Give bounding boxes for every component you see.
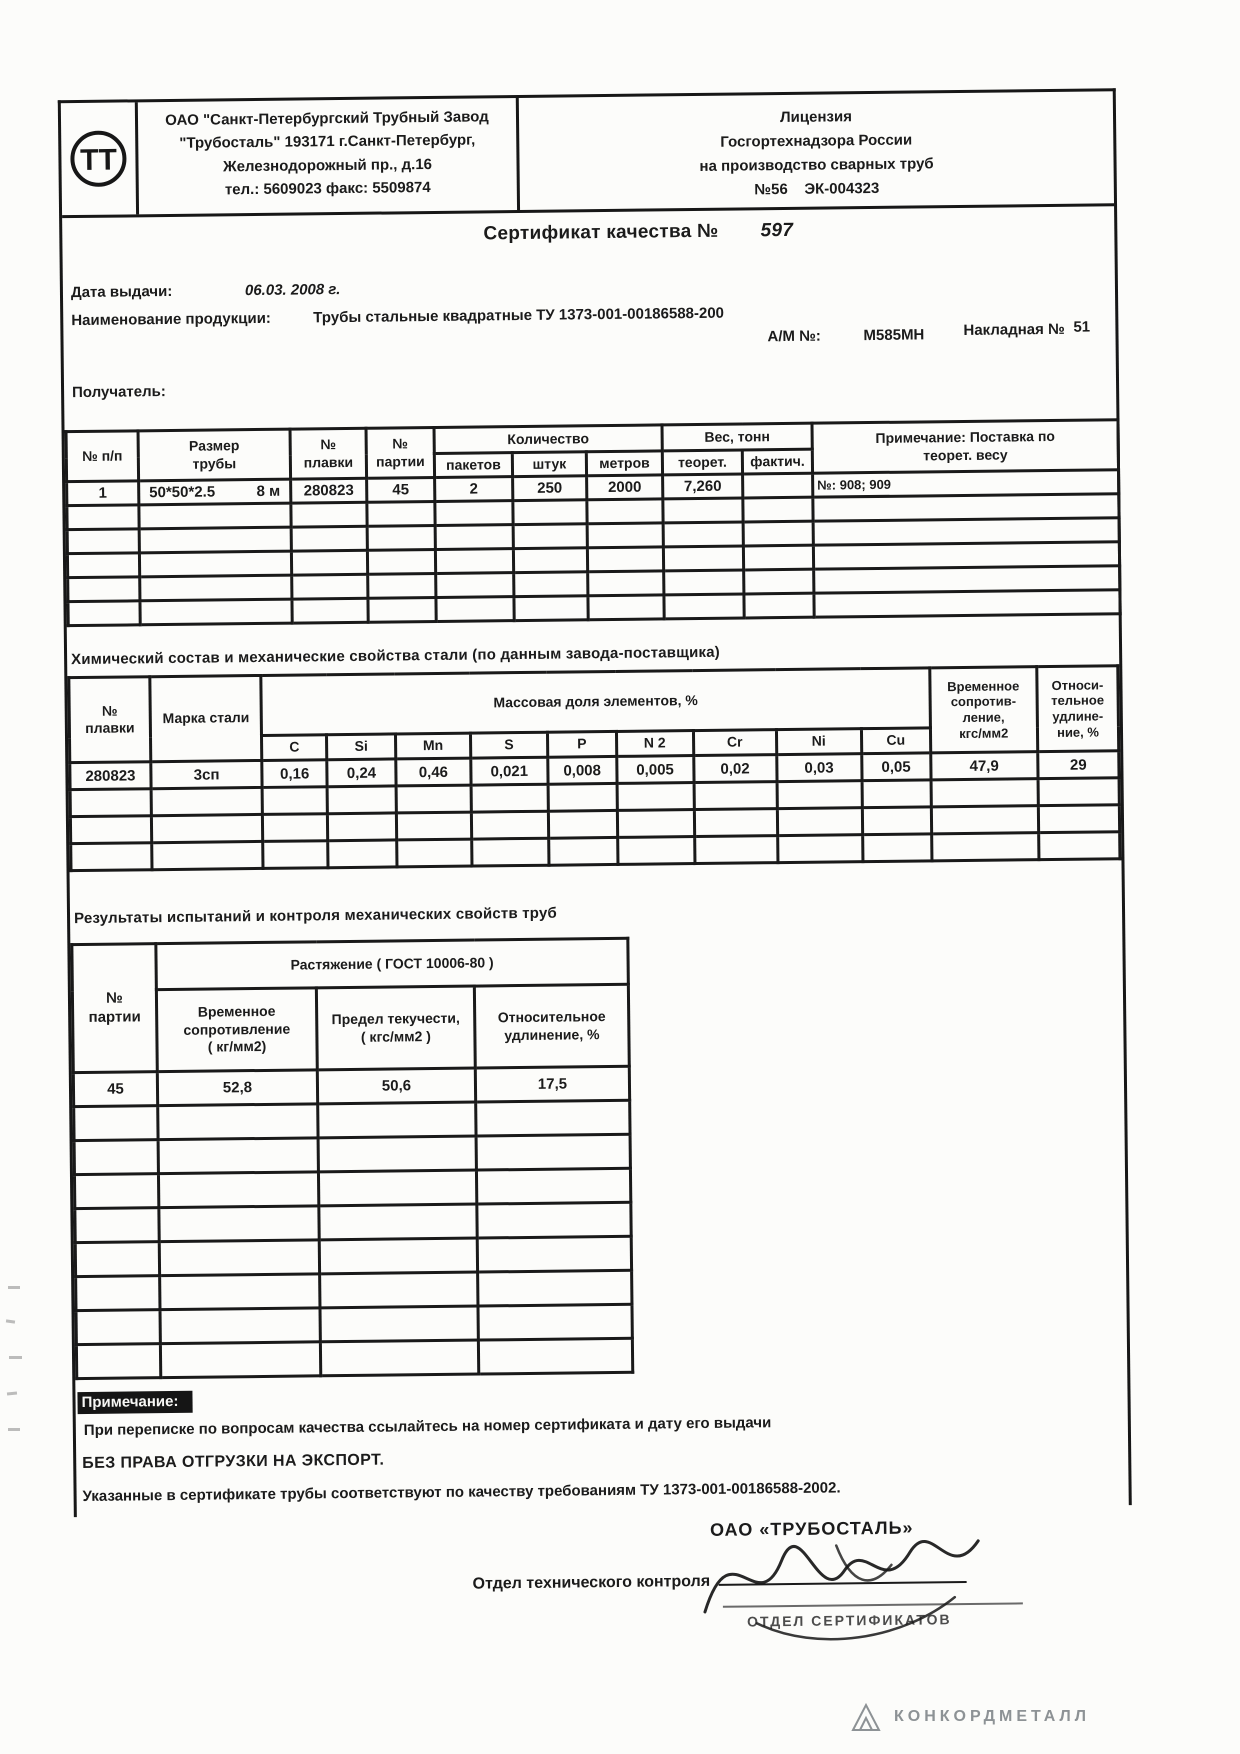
empty-cell: [318, 1102, 476, 1138]
license-line: на производство сварных труб: [699, 155, 934, 175]
empty-cell: [263, 841, 328, 869]
cell-S: 0,021: [471, 757, 548, 785]
empty-cell: [70, 816, 151, 844]
empty-cell: [67, 553, 139, 578]
note-no-export: БЕЗ ПРАВА ОТГРУЗКИ НА ЭКСПОРТ.: [82, 1451, 385, 1473]
col-packs: пакетов: [434, 453, 512, 478]
col-melt-no: № плавки: [290, 428, 367, 479]
col-meters: метров: [586, 451, 662, 476]
empty-cell: [71, 843, 152, 871]
empty-cell: [744, 569, 814, 594]
col-element-Ni: Ni: [776, 729, 861, 755]
empty-cell: [367, 549, 435, 574]
col-item-no: № п/п: [66, 431, 139, 482]
empty-cell: [68, 601, 140, 626]
empty-cell: [472, 838, 549, 866]
cell-melt-no: 280823: [70, 762, 151, 790]
chemistry-table: [67, 664, 1121, 872]
empty-cell: [262, 787, 327, 815]
col-yield: Предел текучести, ( кгс/мм2 ): [316, 986, 475, 1070]
empty-cell: [813, 518, 1119, 545]
empty-cell: [74, 1174, 158, 1209]
empty-cell: [664, 594, 744, 619]
empty-cell: [159, 1240, 319, 1276]
empty-cell: [548, 783, 617, 811]
empty-cell: [588, 571, 664, 596]
cell-Ni: 0,03: [776, 754, 861, 782]
empty-cell: [814, 566, 1120, 593]
empty-cell: [663, 498, 743, 523]
company-line: Железнодорожный пр., д.16: [223, 155, 433, 175]
scan-artifact: [8, 1286, 20, 1289]
cell-N2: 0,005: [616, 756, 693, 784]
empty-cell: [743, 545, 813, 570]
stamp-text: ОТДЕЛ СЕРТИФИКАТОВ: [746, 1611, 952, 1630]
empty-cell: [813, 494, 1119, 521]
empty-cell: [777, 835, 862, 863]
empty-cell: [320, 1340, 478, 1376]
certificate-number: 597: [760, 219, 794, 242]
empty-cell: [931, 779, 1039, 807]
qc-department-line: [473, 1567, 967, 1594]
empty-cell: [477, 1236, 631, 1272]
cell-tensile: 47,9: [930, 752, 1038, 780]
col-pieces: штук: [512, 452, 586, 477]
col-batch-no: № партии: [72, 944, 157, 1073]
cell-elongation: 17,5: [475, 1066, 629, 1102]
length-value: 8 м: [256, 482, 281, 500]
col-theoretical: теорет.: [662, 450, 742, 475]
empty-cell: [319, 1204, 477, 1240]
empty-cell: [862, 834, 931, 862]
company-line: "Трубосталь" 193171 г.Санкт-Петербург,: [179, 131, 476, 153]
tension-test-table: [70, 937, 634, 1380]
mechanical-section-title: Результаты испытаний и контроля механических свойств труб: [73, 904, 558, 928]
col-quantity-group: Количество: [434, 425, 662, 454]
empty-cell: [368, 597, 436, 622]
cell-P: 0,008: [548, 756, 617, 784]
cell-batch-no: 45: [73, 1072, 157, 1107]
empty-cell: [587, 547, 663, 572]
empty-cell: [664, 570, 744, 595]
empty-cell: [292, 574, 368, 599]
cell-packs: 2: [435, 477, 513, 502]
empty-cell: [743, 521, 813, 546]
size-value: 50*50*2.5: [149, 483, 216, 502]
empty-cell: [694, 809, 777, 837]
empty-cell: [477, 1202, 631, 1238]
license-info: [519, 91, 1114, 210]
empty-cell: [513, 524, 587, 549]
empty-cell: [476, 1100, 630, 1136]
empty-cell: [76, 1344, 160, 1379]
empty-cell: [813, 542, 1119, 569]
empty-cell: [862, 807, 931, 835]
col-element-Cr: Cr: [693, 730, 776, 756]
empty-cell: [478, 1304, 632, 1340]
chemistry-section-title: Химический состав и механические свойства стали (по данным завода-поставщика): [71, 643, 721, 669]
empty-cell: [318, 1136, 476, 1172]
col-element-C: C: [262, 735, 327, 761]
license-line: Госгортехнадзора России: [720, 131, 913, 151]
signature-line: [718, 1567, 966, 1586]
empty-cell: [514, 596, 588, 621]
empty-cell: [151, 787, 263, 815]
empty-cell: [931, 806, 1039, 834]
empty-cell: [291, 502, 367, 527]
empty-cell: [694, 836, 777, 864]
empty-cell: [158, 1104, 318, 1140]
col-elongation: Относи- тельное удлине- ние, %: [1037, 666, 1119, 752]
certificate-document: [58, 88, 1135, 1747]
header: [61, 91, 1114, 218]
empty-cell: [476, 1134, 630, 1170]
empty-cell: [777, 781, 862, 809]
col-batch-no: № партии: [366, 427, 435, 478]
empty-cell: [744, 593, 814, 618]
empty-cell: [140, 599, 292, 625]
cell-size: [139, 479, 291, 505]
empty-cell: [588, 595, 664, 620]
empty-cell: [158, 1138, 318, 1174]
meta-info: [63, 246, 1117, 430]
scan-artifact: [6, 1319, 15, 1323]
empty-cell: [814, 590, 1120, 617]
cell-elongation: 29: [1038, 751, 1119, 779]
svg-text:ТТ: ТТ: [79, 143, 117, 177]
empty-cell: [663, 522, 743, 547]
empty-cell: [617, 810, 694, 838]
empty-cell: [328, 813, 397, 841]
col-size: Размер трубы: [138, 429, 291, 481]
col-element-N2: N 2: [616, 731, 693, 757]
empty-cell: [368, 573, 436, 598]
empty-cell: [587, 499, 663, 524]
empty-cell: [139, 527, 291, 553]
company-line: тел.: 5609023 факс: 5509874: [224, 178, 431, 199]
col-actual: фактич.: [742, 449, 812, 474]
empty-cell: [67, 529, 139, 554]
cell-grade: 3сп: [151, 760, 263, 788]
col-element-P: P: [547, 731, 616, 757]
cell-note: №: 908; 909: [813, 470, 1119, 497]
col-element-Si: Si: [327, 734, 396, 760]
footer-company-name: ОАО «ТРУБОСТАЛЬ»: [709, 1517, 914, 1540]
col-element-S: S: [470, 732, 547, 758]
company-address: [138, 98, 520, 214]
empty-cell: [320, 1306, 478, 1342]
empty-cell: [476, 1168, 630, 1204]
empty-cell: [436, 597, 514, 622]
note-label: Примечание:: [77, 1391, 192, 1414]
empty-cell: [76, 1310, 160, 1345]
empty-cell: [159, 1206, 319, 1242]
empty-cell: [617, 837, 694, 865]
document-frame: [58, 88, 1132, 1517]
logo-cell: [61, 102, 139, 215]
empty-cell: [67, 505, 139, 530]
empty-cell: [514, 572, 588, 597]
vehicle-value: М585МН: [863, 326, 925, 345]
vehicle-label: А/М №:: [767, 327, 821, 346]
empty-cell: [513, 500, 587, 525]
empty-cell: [151, 814, 263, 842]
empty-cell: [75, 1208, 159, 1243]
invoice-value: 51: [1073, 318, 1091, 336]
empty-cell: [367, 501, 435, 526]
trubostal-logo-icon: [67, 127, 130, 190]
note-conformity: Указанные в сертификате трубы соответствуют по качеству требованиям ТУ 1373-001-00186588-2002.: [82, 1479, 841, 1506]
cell-theoretical: 7,260: [663, 474, 743, 499]
empty-cell: [478, 1338, 632, 1374]
konkord-logo-icon: [850, 1702, 882, 1732]
note-correspondence: При переписке по вопросам качества ссылайтесь на номер сертификата и дату его выдачи: [83, 1414, 772, 1440]
empty-cell: [436, 573, 514, 598]
cell-C: 0,16: [262, 760, 327, 788]
empty-cell: [139, 503, 291, 529]
empty-cell: [1038, 805, 1119, 833]
empty-cell: [396, 812, 471, 840]
watermark-brand: КОНКОРДМЕТАЛЛ: [894, 1708, 1091, 1725]
empty-cell: [263, 814, 328, 842]
empty-cell: [435, 525, 513, 550]
empty-cell: [478, 1270, 632, 1306]
empty-cell: [777, 808, 862, 836]
col-weight-group: Вес, тонн: [662, 423, 812, 451]
cell-tensile: 52,8: [157, 1070, 317, 1106]
empty-cell: [435, 501, 513, 526]
receiver-label: Получатель:: [71, 383, 166, 402]
empty-cell: [471, 784, 548, 812]
empty-cell: [931, 833, 1039, 861]
empty-cell: [292, 598, 368, 623]
issue-date-label: Дата выдачи:: [70, 282, 173, 302]
cell-meters: 2000: [587, 475, 663, 500]
empty-cell: [318, 1170, 476, 1206]
empty-cell: [549, 837, 618, 865]
col-tension-group: Растяжение ( ГОСТ 10006-80 ): [156, 938, 629, 989]
cell-item-no: 1: [67, 481, 139, 506]
empty-cell: [160, 1342, 320, 1378]
shipment-table: [65, 418, 1122, 627]
empty-cell: [548, 810, 617, 838]
license-line: Лицензия: [780, 108, 853, 127]
stamp-edge: [723, 1602, 1023, 1607]
empty-cell: [396, 785, 471, 813]
empty-cell: [743, 497, 813, 522]
empty-cell: [139, 551, 291, 577]
issue-date-value: 06.03. 2008 г.: [244, 281, 341, 300]
cell-Cu: 0,05: [861, 753, 930, 781]
empty-cell: [158, 1172, 318, 1208]
empty-cell: [513, 548, 587, 573]
empty-cell: [74, 1106, 158, 1141]
empty-cell: [291, 550, 367, 575]
empty-cell: [70, 789, 151, 817]
empty-cell: [291, 526, 367, 551]
cell-yield: 50,6: [317, 1068, 475, 1104]
col-tensile: Временное сопротивление ( кг/мм2): [156, 988, 317, 1072]
empty-cell: [160, 1274, 320, 1310]
col-element-Mn: Mn: [395, 733, 470, 759]
empty-cell: [1038, 778, 1119, 806]
qc-department-label: Отдел технического контроля: [472, 1572, 711, 1593]
empty-cell: [74, 1140, 158, 1175]
empty-cell: [471, 811, 548, 839]
cell-Si: 0,24: [327, 759, 396, 787]
empty-cell: [1039, 832, 1120, 860]
empty-cell: [327, 786, 396, 814]
col-note: Примечание: Поставка по теорет. весу: [812, 420, 1119, 473]
empty-cell: [152, 841, 264, 869]
col-elongation: Относительное удлинение, %: [474, 984, 629, 1068]
license-line: №56 ЭК-004323: [754, 179, 880, 199]
cell-actual: [743, 473, 813, 498]
empty-cell: [862, 780, 931, 808]
empty-cell: [328, 840, 397, 868]
empty-cell: [319, 1238, 477, 1274]
product-value: Трубы стальные квадратные ТУ 1373-001-00186588-200: [313, 304, 725, 327]
empty-cell: [587, 523, 663, 548]
cell-Mn: 0,46: [396, 758, 471, 786]
col-elements-group: Массовая доля элементов, %: [261, 668, 930, 736]
empty-cell: [663, 546, 743, 571]
scan-artifact: [8, 1428, 20, 1431]
title-label: Сертификат качества №: [483, 220, 719, 245]
empty-cell: [140, 575, 292, 601]
empty-cell: [160, 1308, 320, 1344]
empty-cell: [397, 839, 472, 867]
empty-cell: [617, 783, 694, 811]
col-melt-no: № плавки: [69, 677, 151, 763]
watermark: [850, 1702, 1090, 1732]
col-element-Cu: Cu: [861, 728, 930, 754]
notes-section: [75, 1368, 1128, 1517]
cell-melt-no: 280823: [291, 478, 367, 503]
company-line: ОАО "Санкт-Петербургский Трубный Завод: [165, 108, 489, 130]
scan-artifact: [9, 1356, 22, 1359]
empty-cell: [435, 549, 513, 574]
empty-cell: [76, 1276, 160, 1311]
empty-cell: [68, 577, 140, 602]
cell-batch-no: 45: [367, 477, 435, 502]
empty-cell: [694, 782, 777, 810]
empty-row: [76, 1338, 632, 1378]
cell-pieces: 250: [513, 476, 587, 501]
cell-Cr: 0,02: [693, 755, 776, 783]
product-label: Наименование продукции:: [71, 309, 271, 330]
empty-cell: [367, 525, 435, 550]
empty-cell: [320, 1272, 478, 1308]
empty-cell: [75, 1242, 159, 1277]
scan-artifact: [7, 1391, 17, 1395]
col-tensile: Временное сопротив- ление, кгс/мм2: [929, 667, 1037, 753]
invoice-label: Накладная №: [963, 320, 1065, 339]
col-grade: Марка стали: [150, 675, 262, 761]
